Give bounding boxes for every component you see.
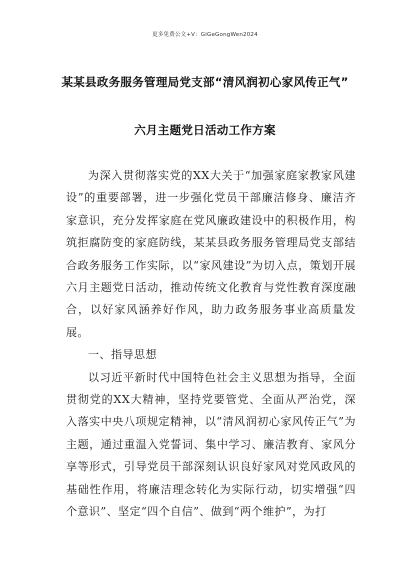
intro-paragraph: 为深入贯彻落实党的XX大关于“加强家庭家教家风建设”的重要部署，进一步强化党员干部廉洁修身、廉洁齐家意识，充分发挥家庭在党风廉政建设中的积极作用，构筑拒腐防变的家庭防线，某某县政务服务管理局党支部结合政务服务工作实际，以“家风建设”为切入点，策划开展六月主题党日活动，推动传统文化教育与党性教育深度融合，以好家风涵养好作风，助力政务服务事业高质量发展。	[66, 169, 356, 339]
header-note: 更多免费公文+V：GiGeGongWen2024	[152, 32, 258, 38]
document-subtitle: 六月主题党日活动工作方案	[134, 123, 276, 137]
section-heading-guiding-ideology: 一、指导思想	[88, 348, 157, 362]
document-body	[66, 165, 356, 524]
document-title: 某某县政务服务管理局党支部“清风润初心家风传正气”	[61, 75, 349, 89]
section-paragraph-guiding-ideology: 以习近平新时代中国特色社会主义思想为指导，全面贯彻党的XX大精神，坚持党要管党、全面从严治党，深入落实中央八项规定精神，以“清风润初心家风传正气”为主题，通过重温入党誓词、集中学习、廉洁教育、家风分享等形式，引导党员干部深刻认识良好家风对党风政风的基础性作用，将廉洁理念转化为实际行动，切实增强“四个意识”、坚定“四个自信”、做到“两个维护”，为打	[66, 370, 356, 519]
